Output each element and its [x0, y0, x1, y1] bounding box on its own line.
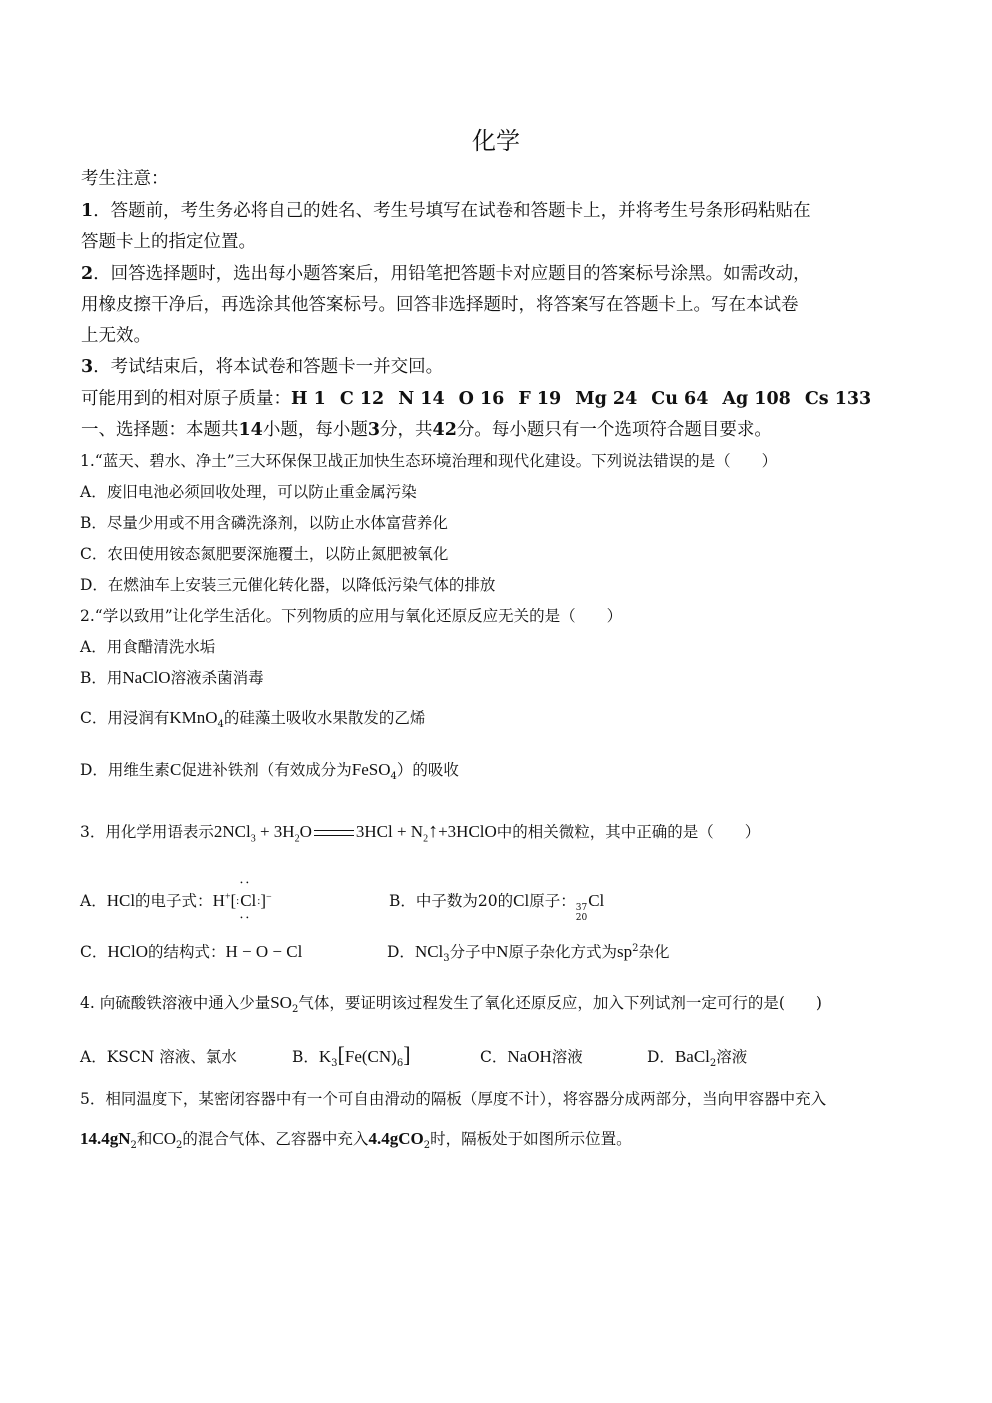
question-1-option-b: B．尽量少用或不用含磷洗涤剂，以防止水体富营养化	[80, 514, 448, 532]
notice-item-3-number: 3	[81, 357, 94, 377]
chem-formula: C	[169, 760, 182, 779]
option-text: B．用	[80, 669, 123, 687]
option-text: B．中子数为	[389, 892, 478, 910]
atomic-mass-label: 可能用到的相对原子质量：	[81, 389, 291, 409]
eq-subscript: 3	[250, 833, 256, 845]
question-3-option-a	[80, 889, 272, 911]
option-label: A．	[80, 892, 107, 910]
option-text: 的电子式：	[135, 892, 213, 910]
chem-subscript: 2	[130, 1140, 137, 1152]
bracket: [	[337, 1042, 345, 1067]
section-1-text: 分。每小题只有一个选项符合题目要求。	[456, 420, 772, 440]
notice-item-2-line-1	[81, 260, 811, 285]
charge: +	[224, 891, 231, 903]
notice-item-3-line-1	[81, 353, 443, 378]
notice-item-2-number: 2	[81, 264, 94, 284]
eq-part: 3HCl + N	[355, 822, 424, 841]
chem-subscript: 2	[291, 1004, 299, 1016]
mass-number: 37	[575, 903, 588, 913]
chem-subscript: 4	[390, 771, 397, 783]
option-label: C．	[480, 1048, 508, 1066]
option-text: 原子杂化方式为	[508, 943, 617, 961]
eq-subscript: 2	[294, 833, 300, 845]
isotope-notation	[576, 903, 587, 923]
atomic-mass-value: Ag 108	[722, 389, 791, 409]
notice-item-2-line-2: 用橡皮擦干净后，再选涂其他答案标号。回答非选择题时，将答案写在答题卡上。写在本试卷	[81, 295, 799, 315]
option-text: 原子：	[529, 892, 576, 910]
notice-item-1-number: 1	[81, 201, 94, 221]
eq-part: O	[299, 822, 312, 841]
option-label: D．	[647, 1048, 675, 1066]
chem-formula: 14.4gN	[80, 1129, 131, 1148]
chemical-equation	[213, 820, 497, 845]
question-1-option-d: D．在燃油车上安装三元催化转化器，以降低污染气体的排放	[80, 576, 496, 594]
chem-subscript: 3	[331, 1058, 338, 1070]
atomic-mass-value: N 14	[398, 389, 445, 409]
option-text: 溶液杀菌消毒	[170, 669, 264, 687]
stem-text: 4. 向硫酸铁溶液中通入少量	[80, 994, 271, 1012]
chem-superscript: 2	[632, 942, 639, 954]
option-label: D．	[387, 943, 415, 961]
notice-item-2-line-3: 上无效。	[81, 326, 151, 346]
structural-formula: H − O − Cl	[225, 942, 303, 961]
chem-formula: sp	[616, 942, 633, 961]
option-label: B．	[292, 1048, 319, 1066]
atomic-mass-value: Mg 24	[575, 389, 638, 409]
atomic-mass-value: Cu 64	[651, 389, 709, 409]
atomic-mass-value: Cs 133	[804, 389, 872, 409]
chem-formula: BaCl	[674, 1047, 710, 1066]
chem-formula: HCl	[106, 891, 136, 910]
bracket: ]	[403, 1042, 411, 1067]
option-text: 分子中	[449, 943, 497, 961]
chem-formula: KMnO	[169, 708, 218, 727]
option-label: C．	[80, 943, 108, 961]
section-1-text: 分，共	[380, 420, 433, 440]
option-text: ）的吸收	[396, 761, 459, 779]
question-3-option-c	[80, 940, 302, 962]
option-text: 促进补铁剂（有效成分为	[181, 761, 352, 779]
bracket: ]	[260, 891, 267, 910]
question-1-option-c: C．农田使用铵态氮肥要深施覆土，以防止氮肥被氧化	[80, 545, 449, 563]
atomic-mass-value: H 1	[291, 389, 326, 409]
chlorine-atom: • • Cl • •	[239, 891, 257, 911]
question-2-stem: 2.“学以致用”让化学生活化。下列物质的应用与氧化还原反应无关的是（ ）	[80, 607, 623, 625]
notice-item-1-line-1	[81, 197, 811, 222]
question-2-option-c	[80, 706, 425, 730]
question-2-option-d	[80, 758, 459, 782]
question-4-stem	[80, 991, 822, 1015]
stem-text: 中的相关微粒，其中正确的是（ ）	[496, 823, 761, 841]
electron-pair: :	[236, 895, 240, 907]
section-1-points: 3	[367, 420, 381, 440]
notice-item-2-text: ．回答选择题时，选出每小题答案后，用铅笔把答题卡对应题目的答案标号涂黑。如需改动，	[93, 264, 811, 284]
question-4-option-d	[647, 1045, 747, 1069]
page-title: 化学	[472, 127, 520, 155]
atomic-number: 20	[575, 913, 588, 923]
option-text: 的硅藻土吸收水果散发的乙烯	[223, 709, 426, 727]
question-5-line-2	[80, 1127, 632, 1151]
chem-formula: Cl	[588, 891, 605, 910]
notice-item-3-text: ．考试结束后，将本试卷和答题卡一并交回。	[93, 357, 444, 377]
atomic-mass-value: O 16	[458, 389, 505, 409]
section-1-count: 14	[238, 420, 263, 440]
stem-text: 气体，要证明该过程发生了氧化还原反应，加入下列试剂一定可行的是( )	[298, 994, 822, 1012]
atomic-mass-value: F 19	[518, 389, 562, 409]
stem-text: 和	[136, 1130, 153, 1148]
notice-item-1-line-2: 答题卡上的指定位置。	[81, 232, 256, 252]
option-text: 溶液	[716, 1048, 748, 1066]
chem-subscript: 2	[709, 1058, 717, 1070]
option-text: 的结构式：	[148, 943, 226, 961]
eq-part: + 3H	[255, 822, 295, 841]
chem-formula: Fe(CN)	[344, 1047, 397, 1066]
option-text: D．用维生素	[80, 761, 170, 779]
chem-formula: N	[496, 942, 509, 961]
eq-subscript: 2	[423, 833, 429, 845]
chem-subscript: 2	[176, 1140, 183, 1152]
question-4-option-c	[480, 1045, 647, 1067]
question-4-option-b	[292, 1042, 480, 1069]
question-2-option-a: A．用食醋清洗水垢	[80, 638, 216, 656]
chem-formula: NaOH	[507, 1047, 552, 1066]
stem-text: 的混合气体、乙容器中充入	[182, 1130, 369, 1148]
eq-part: 2NCl	[213, 822, 251, 841]
stem-text: 时，隔板处于如图所示位置。	[430, 1130, 632, 1148]
option-text: 杂化	[638, 943, 670, 961]
question-3-option-d	[387, 940, 669, 964]
question-3-option-b	[389, 889, 604, 923]
chem-formula: Cl	[513, 891, 530, 910]
electron-pair: :	[257, 895, 261, 907]
electron-formula	[213, 891, 272, 910]
chem-formula: NCl	[414, 942, 444, 961]
question-1-stem: 1.“蓝天、碧水、净土”三大环保保卫战正加快生态环境治理和现代化建设。下列说法错误的是（ ）	[80, 452, 778, 470]
question-5-line-1: 5．相同温度下，某密闭容器中有一个可自由滑动的隔板（厚度不计），将容器分成两部分，当向甲容器中充入	[80, 1090, 827, 1108]
chem-formula: HClO	[107, 942, 148, 961]
chem-formula: 4.4gCO	[368, 1129, 424, 1148]
eq-part: +3HClO	[438, 822, 497, 841]
section-1-text: 一、选择题：本题共	[81, 420, 239, 440]
section-1-total: 42	[432, 420, 457, 440]
gas-arrow-icon: ↑	[428, 820, 439, 842]
chem-formula: CO	[152, 1129, 177, 1148]
chem-formula: SO	[270, 993, 292, 1012]
option-text: 溶液	[551, 1048, 583, 1066]
chem-subscript: 3	[443, 953, 450, 965]
question-4-options	[80, 1042, 747, 1069]
bracket: [	[230, 891, 237, 910]
chem-subscript: 6	[396, 1058, 404, 1070]
chem-formula: FeSO	[351, 760, 391, 779]
equals-sign	[314, 830, 354, 836]
chem-formula: K	[318, 1047, 332, 1066]
section-1-heading	[81, 416, 772, 441]
atomic-mass-value: C 12	[339, 389, 385, 409]
question-4-option-a: A．KSCN 溶液、氯水	[80, 1048, 237, 1066]
option-text: 的	[497, 892, 514, 910]
question-2-option-b	[80, 666, 264, 688]
atomic-mass-line	[81, 385, 885, 410]
question-3-stem	[80, 820, 760, 844]
notice-heading: 考生注意：	[81, 169, 169, 189]
section-1-text: 小题，每小题	[262, 420, 368, 440]
eq-part: H	[212, 891, 225, 910]
question-1-option-a: A．废旧电池必须回收处理，可以防止重金属污染	[80, 483, 417, 501]
chem-subscript: 2	[423, 1140, 431, 1152]
chem-subscript: 4	[217, 719, 224, 731]
chem-formula: NaClO	[122, 668, 171, 687]
notice-item-1-text: ．答题前，考生务必将自己的姓名、考生号填写在试卷和答题卡上，并将考生号条形码粘贴在	[93, 201, 811, 221]
charge: −	[266, 891, 272, 903]
option-text: 20	[477, 892, 498, 910]
option-text: C．用浸润有	[80, 709, 170, 727]
stem-text: 3．用化学用语表示	[80, 823, 214, 841]
